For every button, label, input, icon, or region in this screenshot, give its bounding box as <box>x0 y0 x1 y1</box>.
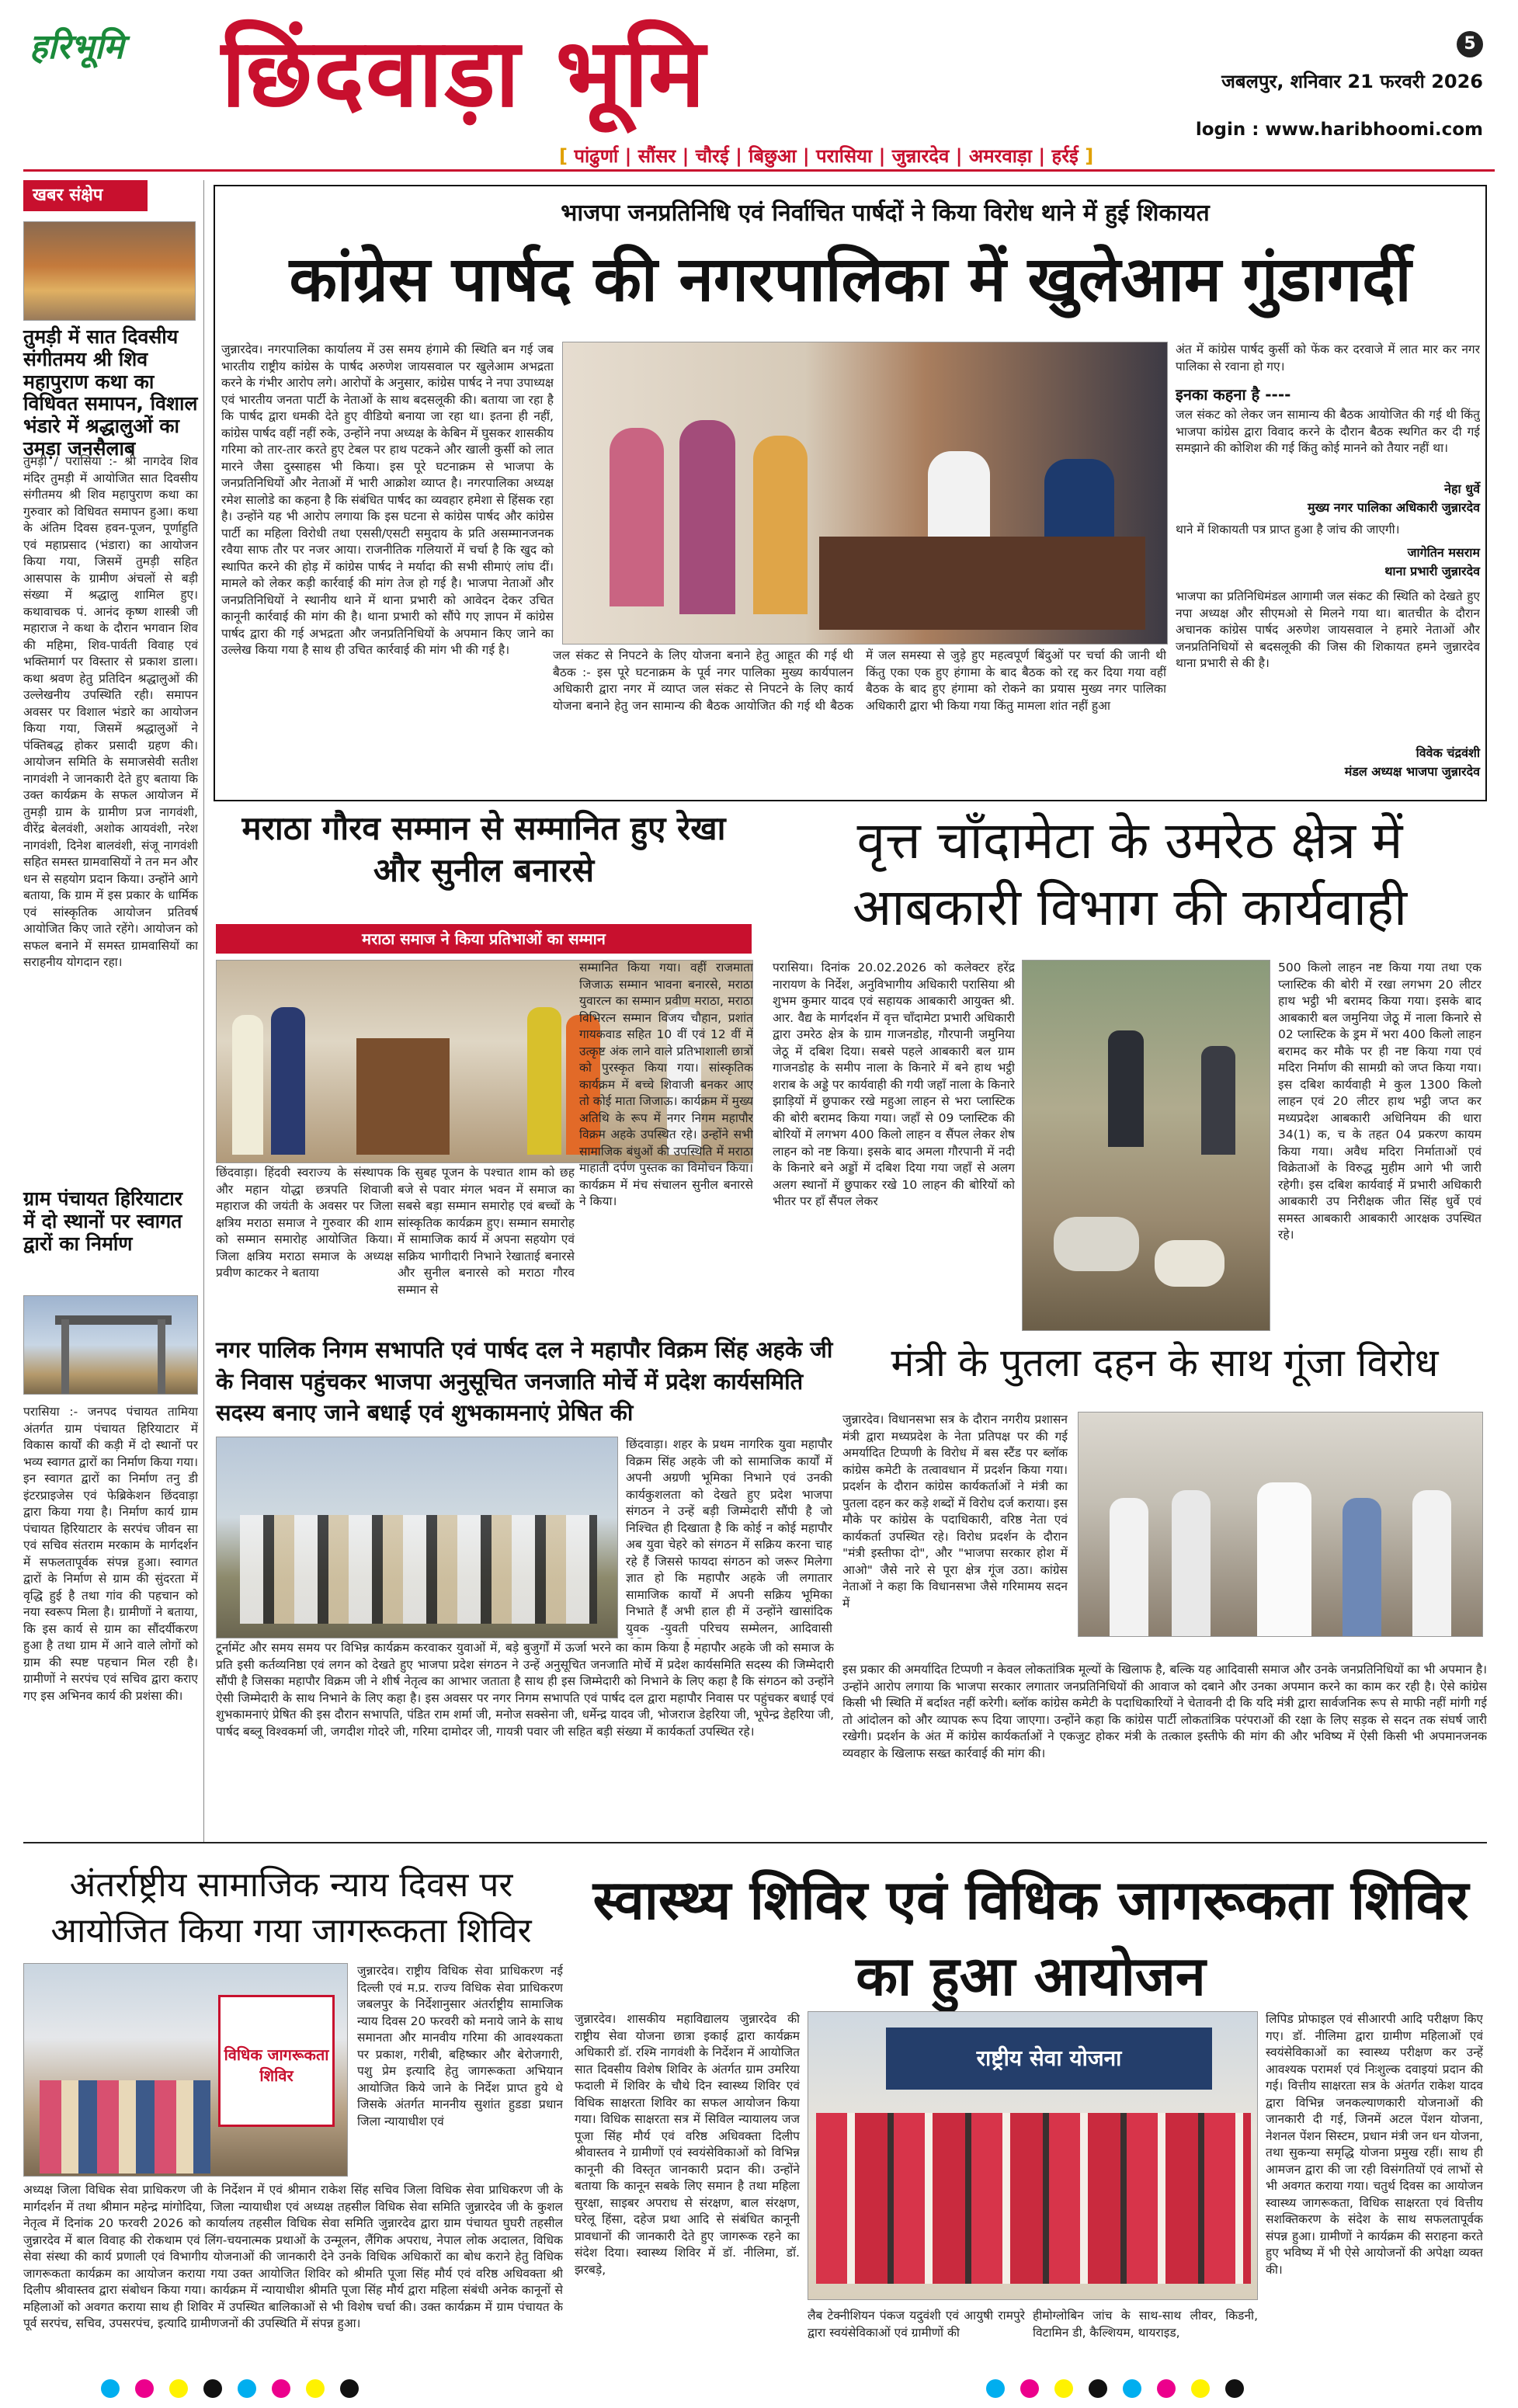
mayor-body-wide: टूर्नामेंट और समय समय पर विभिन्न कार्यक्रम करवाकर युवाओं में, बड़े बुजुर्गों में ऊर्जा भरने का काम किया है महापौर अहके जी को समाज के प्रति इसी कर्तव्यनिष्ठा एवं लगन को देखते हुए भाजपा प्रदेश संगठन ने उन्हें अनुसूचित जनजाति मोर्चे में प्रदेश कार्यसमिति सदस्य की जिम्मेदारी सौंपी है जिसका महापौर विक्रम जी ने शीर्ष नेतृत्व का आभार जताता है साथ ही इस जिम्मेदारी को निभाने के लिए कहा है कि संगठन को उन्होंने ऐसी जिम्मेदारी के साथ निभाने के लिए कहा है। इस अवसर पर नगर निगम सभापति एवं पार्षद दल द्वारा महापौर निवास पर पहुंचकर बधाई एवं शुभकामनाएं प्रेषित की इस दौरान सभापति, पंडित राम शर्मा जी, मनोज सक्सेना जी, धर्मेन्द्र यादव जी, भोजराज डेहरिया जी, भूपेन्द्र डेहरिया जी, पार्षद बब्लू विश्वकर्मा जी, जगदीश गोदरे जी, गरिमा दामोदर जी, गायत्री पवार जी सहित बड़ी संख्या में कार्यकर्ता उपस्थित रहे। <box>216 1641 834 1739</box>
lead-kicker: भाजपा जनप्रतिनिधि एवं निर्वाचित पार्षदों ने किया विरोध थाने में हुई शिकायत <box>561 200 1210 227</box>
town-strip: [ पांढुर्णा | सौंसर | चौरई | बिछुआ | परासिया | जुन्नारदेव | अमरवाड़ा | हर्रई ] <box>559 145 1094 167</box>
mayor-body-right: छिंदवाड़ा। शहर के प्रथम नागरिक युवा महापौर विक्रम सिंह अहके जी को सामाजिक कार्यों में अपनी अग्रणी भूमिका निभाने एवं उनकी कार्यकुशलता को देखते हुए प्रदेश भाजपा संगठन ने उन्हें बड़ी जिम्मेदारी सौंपी है जो निश्चित ही दिखाता है कि कोई न कोई महापौर अब युवा चेहरे को संगठन में सक्रिय करना चाह रहे हैं जिससे फायदा संगठन को जरूर मिलेगा ज्ञात हो कि महापौर अहके जी लगातार सामाजिक कार्यों में अपनी सक्रिय भूमिका निभाते हैं अभी हाल ही में उन्होंने खासांदिक युवक -युवती परिचय सम्मेलन, आदिवासी <box>626 1437 832 1635</box>
town-1[interactable]: पांढुर्णा <box>574 145 619 167</box>
effigy-headline: मंत्री के पुतला दहन के साथ गूंजा विरोध <box>891 1340 1439 1385</box>
signature-3-role: मंडल अध्यक्ष भाजपा जुन्नारदेव <box>1344 764 1480 779</box>
sidebar-story-1-body: तुमड़ी / परासिया :- श्री नागदेव शिव मंदिर तुमड़ी में आयोजित सात दिवसीय संगीतमय श्री शिव महापुराण कथा का गुरुवार को विधिवत समापन हुआ। कथा के अंतिम दिवस हवन-पूजन, पूर्णाहुति एवं महाप्रसाद (भंडारा) का आयोजन किया गया, जिसमें तुमड़ी सहित आसपास के ग्रामीण अंचलों से बड़ी संख्या में श्रद्धालु शामिल हुए। कथावाचक पं. आनंद कृष्ण शास्त्री जी महाराज ने कथा के दौरान भगवान शिव की महिमा, शिव-पार्वती विवाह एवं भक्तिमार्ग पर विस्तार से प्रकाश डाला। कथा श्रवण हेतु प्रतिदिन श्रद्धालुओं की उल्लेखनीय उपस्थिति रही। समापन अवसर पर विशाल भंडारे का आयोजन किया गया, जिसमें श्रद्धालुओं ने पंक्तिबद्ध होकर प्रसादी ग्रहण की। आयोजन समिति के समाजसेवी सतीश नागवंशी ने जानकारी देते हुए बताया कि उक्त कार्यक्रम के सफल आयोजन में तुमड़ी ग्राम के ग्रामीण प्रज नागवंशी, वीरेंद्र बेलवंशी, अशोक आयवंशी, नरेश नागवंशी, दिनेश बालवंशी, संजू नागवंशी सहित समस्त ग्रामवासियों ने तन मन और धन से सहयोग प्रदान किया। उन्होंने आगे बताया, कि ग्राम में इस प्रकार के धार्मिक एवं सांस्कृतिक आयोजन प्रतिवर्ष आयोजित किए जाते रहेंगे। आयोजन को सफल बनाने में समस्त ग्रामवासियों का सराहनीय योगदान रहा। <box>23 454 198 969</box>
town-4[interactable]: बिछुआ <box>749 145 797 167</box>
dateline: जबलपुर, शनिवार 21 फरवरी 2026 <box>1221 71 1483 92</box>
town-3[interactable]: चौरई <box>695 145 729 167</box>
excise-headline: वृत्त चाँदामेटा के उमरेठ क्षेत्र में आबकारी विभाग की कार्यवाही <box>852 811 1408 937</box>
justice-headline: अंतर्राष्ट्रीय सामाजिक न्याय दिवस पर आयोजित किया गया जागरूकता शिविर <box>50 1865 532 1951</box>
lead-column-2: जल संकट से निपटने के लिए योजना बनाने हेतु आहूत की गई थी बैठक :- इस पूरे घटनाक्रम के पूर्व नगर पालिका मुख्य कार्यपालन अधिकारी द्वारा नगर में व्याप्त जल संकट से निपटने के लिए कार्य योजना बनाने हेतु जन सामान्य की बैठक आयोजित की गई थी बैठक में जल समस्या से जुड़े हुए महत्वपूर्ण बिंदुओं पर चर्चा की जानी थी किंतु एका एक हुए हंगामा के बाद बैठक को रद्द कर दिया गया वहीं बैठक के बाद हुए हंगामा को रोकने का प्रयास मुख्य नगर पालिका अधिकारी द्वारा भी किया गया किंतु मामला शांत नहीं हुआ <box>553 648 1166 713</box>
maratha-banner: मराठा समाज ने किया प्रतिभाओं का सम्मान <box>216 924 752 954</box>
health-banner: राष्ट्रीय सेवा योजना <box>886 2028 1212 2090</box>
health-headline: स्वास्थ्य शिविर एवं विधिक जागरूकता शिविर का हुआ आयोजन <box>592 1868 1469 2008</box>
lead-column-3-d: भाजपा का प्रतिनिधिमंडल आगामी जल संकट की स्थिति को देखते हुए नपा अध्यक्ष और सीएमओ से मिलने गया था। बातचीत के दौरान अचानक कांग्रेस पार्षद अरुणेश जायसवाल ने हमारे नेताओं और जनप्रतिनिधियों से बदसलूकी की जिस की शिकायत हमने जुन्नारदेव थाना प्रभारी से की है। <box>1176 589 1480 670</box>
town-6[interactable]: जुन्नारदेव <box>891 145 950 167</box>
justice-body-wide: अध्यक्ष जिला विधिक सेवा प्राधिकरण जी के निर्देशन में एवं श्रीमान राकेश सिंह सचिव जिला विधिक सेवा प्राधिकरण जी के मार्गदर्शन में तथा श्रीमान महेन्द्र मांगोदिया, जिला न्यायाधीश एवं अध्यक्ष तहसील विधिक सेवा समिति जुन्नारदेव जी के कुशल नेतृत्व में दिनांक 20 फरवरी 2026 को कार्यालय तहसील विधिक सेवा समिति जुन्नारदेव द्वारा ग्राम पंचायत घुघरी तहसील जुन्नारदेव में बाल विवाह की रोकथाम एवं लिंग-चयनात्मक प्रथाओं के उन्मूलन, लैंगिक अपराध, नेपाल लोक अदालत, विधिक सेवा संस्था की कार्य प्रणाली एवं विभागीय योजनाओं की जानकारी देने उनके विधिक अधिकारों का बोध कराने हेतु विधिक जागरूकता कार्यक्रम का आयोजन कराया गया उक्त आयोजित शिविर को श्रीमति पूजा सिंह मौर्य एवं वरिष्ठ अधिवक्ता श्री दिलीप श्रीवास्तव द्वारा संबोधन किया गया। कार्यक्रम में न्यायाधीश श्रीमति पूजा सिंह मौर्य द्वारा महिला संबंधी अनेक कानूनों से महिलाओं को अवगत कराया साथ ही शिविर में उपस्थित बालिकाओं से भी विशेष चर्चा की। उक्त कार्यक्रम में ग्राम पंचायत के पूर्व सरपंच, सचिव, उपसरपंच, इत्यादि ग्रामीणजनों की उपस्थिति में संपन्न हुआ। <box>23 2183 563 2330</box>
town-8[interactable]: हर्रई <box>1051 145 1079 167</box>
justice-body-right: जुन्नारदेव। राष्ट्रीय विधिक सेवा प्राधिकरण नई दिल्ली एवं म.प्र. राज्य विधिक सेवा प्राधिकरण जबलपुर के निर्देशानुसार अंतर्राष्ट्रीय सामाजिक न्याय दिवस 20 फरवरी को मनाये जाने के साथ समानता और मानवीय गरिमा की आवश्यकता पर प्रकाश, गरीबी, बहिष्कार और बेरोजगारी, पशु प्रेम इत्यादि हेतु जागरूकता अभियान आयोजित किये जाने के निर्देश प्राप्त हुये थे जिसके अंतर्गत माननीय सुशांत हुडडा प्रधान जिला न्यायाधीश एवं <box>357 1964 563 2128</box>
excise-col-1: परासिया। दिनांक 20.02.2026 को कलेक्टर हरेंद्र नारायण के निर्देश, अनुविभागीय अधिकारी परासिया श्री शुभम कुमार यादव एवं सहायक आबकारी आयुक्त श्री. आर. वैद्य के मार्गदर्शन में वृत्त चाँदामेटा प्रभारी अधिकारी द्वारा उमरेठ क्षेत्र के ग्राम गाजनडोह, गौरपानी जमुनिया जेठू में दबिश दिया। सबसे पहले आबकारी बल ग्राम गाजनडोह के समीप नाला के किनारे में बने हाथ भट्ठी शराब के अड्डे पर कार्यवाही की गयी जहाँ नाला के किनारे झाड़ियों में छुपाकर रखे महुआ लाहन से भरा प्लास्टिक की बोरी बरामद किया गया। जहाँ से 09 प्लास्टिक की बोरियों में लगभग 400 किलो लाहन व सैंपल लेकर शेष लाहन को नष्ट किया। इसके बाद अमला गौरपानी में नदी के किनारे बने अड्डों में दबिश दिया गया जहाँ से अलग अलग स्थानों में छुपाकर रखे 10 लाहन की बोरियों को भीतर पर हाँ सैंपल लेकर <box>773 961 1015 1208</box>
lead-quote-head: इनका कहना है ---- <box>1176 385 1291 404</box>
maratha-col-3: सम्मानित किया गया। वहीं राजमाता जिजाऊ सम्मान भावना बनारसे, मराठा युवारत्न का सम्मान प्रवीण मराठा, मराठा विभिरत्न सम्मान विजय चौहान, प्रशांत गायकवाड सहित 10 वीं एवं 12 वीं में उत्कृष्ट अंक लाने वाले प्रतिभाशाली छात्रों को पुरस्कृत किया गया। सांस्कृतिक कार्यक्रम में बच्चे शिवाजी बनकर आए तो कोई माता जिजाऊ। कार्यक्रम में मुख्य अतिथि के रूप में नगर निगम महापौर विक्रम अहके उपस्थित रहे। उन्होंने सभी सामाजिक बंधुओं की उपस्थिति में मराठा माहाती दर्पण पुस्तक का विमोचन किया। कार्यक्रम में मंच संचालन सुनील बनारसे ने किया। <box>579 961 753 1208</box>
effigy-photo <box>1078 1412 1483 1637</box>
register-marks-left <box>93 2379 366 2401</box>
health-photo <box>808 2011 1258 2300</box>
justice-banner: विधिक जागरूकता शिविर <box>218 1995 335 2127</box>
lead-frame-top <box>214 185 1487 186</box>
excise-photo <box>1022 960 1270 1331</box>
login-link[interactable]: login : www.haribhoomi.com <box>1195 120 1483 140</box>
page-title: छिंदवाड़ा भूमि <box>221 18 707 128</box>
town-5[interactable]: परासिया <box>816 145 873 167</box>
town-2[interactable]: सौंसर <box>637 145 676 167</box>
signature-2-name: जागेतिन मसराम <box>1407 545 1480 560</box>
effigy-body-wide: इस प्रकार की अमर्यादित टिप्पणी न केवल लोकतांत्रिक मूल्यों के खिलाफ है, बल्कि यह आदिवासी समाज और उनके जनप्रतिनिधियों का भी अपमान है। उन्होंने आरोप लगाया कि भाजपा सरकार लगातार जनप्रतिनिधियों की आवाज को दबाने और उनका अपमान करने का काम कर रही है। ऐसे कांग्रेस किसी भी स्थिति में बर्दाश्त नहीं करेगी। ब्लॉक कांग्रेस कमेटी के पदाधिकारियों ने चेतावनी दी कि यदि मंत्री द्वारा सार्वजनिक रूप से माफी नहीं मांगी गई तो आंदोलन को और व्यापक रूप दिया जाएगा। उन्होंने कहा कि कांग्रेस पार्टी लोकतांत्रिक परंपराओं की रक्षा के लिए सड़क से सदन तक संघर्ष जारी रखेगी। प्रदर्शन के अंत में कांग्रेस कार्यकर्ताओं ने एकजुट होकर मंत्री के तत्काल इस्तीफे की मांग की और भविष्य में ऐसी किसी भी अपमानजनक व्यवहार के खिलाफ सख्त कार्रवाई की मांग की। <box>842 1663 1487 1760</box>
lead-frame-bottom <box>214 800 1487 801</box>
sidebar-story-1-headline: तुमड़ी में सात दिवसीय संगीतमय श्री शिव महापुराण कथा का विधिवत समापन, विशाल भंडारे में श्रद्धालुओं का उमड़ा जनसैलाब <box>23 325 198 460</box>
mayor-photo <box>216 1437 618 1638</box>
sidebar-photo-2 <box>23 1295 198 1395</box>
page-number: 5 <box>1457 31 1483 57</box>
lead-column-3-b: जल संकट को लेकर जन सामान्य की बैठक आयोजित की गई थी किंतु भाजपा कांग्रेस द्वारा विवाद करने के दौरान बैठक स्थगित कर दी गई समझाने की कोशिश की गई किंतु कोई मानने को तैयार नहीं था। <box>1176 408 1480 455</box>
sidebar-story-2-headline: ग्राम पंचायत हिरियाटार में दो स्थानों पर स्वागत द्वारों का निर्माण <box>23 1187 182 1255</box>
justice-photo <box>23 1963 348 2177</box>
excise-col-2: 500 किलो लाहन नष्ट किया गया तथा एक प्लास्टिक की बोरी में रखा लगभग 20 लीटर हाथ भट्ठी भी बरामद किया गया। इसके बाद आबकारी बल जमुनिया जेठू में नाला किनारे से 02 प्लास्टिक के ड्रम में भरा 400 किलो लाहन बरामद कर मौके पर ही नष्ट किया गया एवं मदिरा निर्माण की सामग्री को जप्त किया गया। इस दबिश कार्यवाही मे कुल 1300 किलो लाहन एवं 20 लीटर हाथ भट्ठी जप्त कर मध्यप्रदेश आबकारी अधिनियम की धारा 34(1) क, च के तहत 04 प्रकरण कायम किया गया। अवैध मदिरा निर्माताओं एवं विक्रेताओं के विरुद्ध मुहीम आगे भी जारी रहेगी। इस दबिश कार्यवाई में प्रभारी अधिकारी आबकारी उप निरीक्षक जीत सिंह धुर्वे एवं समस्त आबकारी आबकारी आरक्षक उपस्थित रहे। <box>1278 961 1482 1242</box>
health-caption-1: लैब टेक्नीशियन पंकज यदुवंशी एवं आयुषी रामपुरे द्वारा स्वयंसेविकाओं एवं ग्रामीणों की <box>808 2309 1025 2340</box>
effigy-body-right: जुन्नारदेव। विधानसभा सत्र के दौरान नगरीय प्रशासन मंत्री द्वारा मध्यप्रदेश के नेता प्रतिपक्ष पर की गई अमर्यादित टिप्पणी के विरोध में बस स्टैंड पर ब्लॉक कांग्रेस कमेटी के तत्वावधान में प्रदर्शन किया गया। प्रदर्शन के दौरान कांग्रेस कार्यकर्ताओं ने मंत्री का पुतला दहन कर कड़े शब्दों में विरोध दर्ज कराया। इस मौके पर कांग्रेस के पदाधिकारी, वरिष्ठ नेता एवं कार्यकर्ता उपस्थित रहे। विरोध प्रदर्शन के दौरान "मंत्री इस्तीफा दो", और "भाजपा सरकार होश में आओ" जैसे नारे से पूरा क्षेत्र गूंज उठा। कांग्रेस नेताओं ने कहा कि विधानसभा जैसे गरिमामय सदन में <box>842 1412 1068 1611</box>
lead-photo <box>562 342 1168 645</box>
town-7[interactable]: अमरवाड़ा <box>968 145 1032 167</box>
masthead-rule <box>23 169 1495 172</box>
lead-frame-right <box>1485 185 1487 801</box>
signature-1-role: मुख्य नगर पालिका अधिकारी जुन्नारदेव <box>1308 500 1480 515</box>
signature-2-role: थाना प्रभारी जुन्नारदेव <box>1384 564 1480 579</box>
sidebar-label: खबर संक्षेप <box>23 180 148 211</box>
lead-headline: कांग्रेस पार्षद की नगरपालिका में खुलेआम गुंडागर्दी <box>289 243 1412 315</box>
sidebar-photo-1 <box>23 221 196 321</box>
maratha-col-1: छिंदवाड़ा। हिंदवी स्वराज्य के संस्थापक और महान योद्धा छत्रपति शिवाजी महाराज की जयंती के अवसर पर जिला क्षत्रिय मराठा समाज ने गुरुवार की शाम को सम्मान समारोह आयोजित किया। जिला क्षत्रिय मराठा समाज के अध्यक्ष प्रवीण काटकर ने बताया <box>216 1166 393 1280</box>
lead-column-3-a: अंत में कांग्रेस पार्षद कुर्सी को फेंक कर दरवाजे में लात मार कर नगर पालिका से रवाना हो गए। <box>1176 342 1480 374</box>
health-caption-2: हीमोग्लोबिन जांच के साथ-साथ लीवर, किडनी, विटामिन डी, कैल्शियम, थायराइड, <box>1033 2309 1258 2340</box>
signature-1-name: नेहा धुर्वे <box>1444 481 1480 496</box>
sidebar-divider <box>203 180 204 1842</box>
lead-column-3-c: थाने में शिकायती पत्र प्राप्त हुआ है जांच की जाएगी। <box>1176 523 1400 537</box>
section-divider <box>23 1842 1487 1843</box>
lead-frame-left <box>214 185 215 801</box>
mayor-headline: नगर पालिक निगम सभापति एवं पार्षद दल ने महापौर विक्रम सिंह अहके जी के निवास पहुंचकर भाजपा अनुसूचित जनजाति मोर्चे में प्रदेश कार्यसमिति सदस्य बनाए जाने बधाई एवं शुभकामनाएं प्रेषित की <box>216 1336 833 1426</box>
maratha-col-2: कि सुबह पूजन के पश्चात शाम को छह बजे से पवार मंगल भवन में समाज का सबसे बड़ा सम्मान समारोह एवं बच्चों के सांस्कृतिक कार्यक्रम हुए। सम्मान समारोह में सामाजिक कार्य में अपना सहयोग एवं सक्रिय भागीदारी निभाने रेखाताई बनारसे और सुनील बनारसे को मराठा गौरव सम्मान से <box>398 1166 575 1297</box>
health-col-2: लिपिड प्रोफाइल एवं सीआरपी आदि परीक्षण किए गए। डॉ. नीलिमा द्वारा ग्रामीण महिलाओं एवं स्वयंसेविकाओं का स्वास्थ्य परीक्षण कर उन्हें आवश्यक परामर्श एवं निःशुल्क दवाइयां प्रदान की गई। वित्तीय साक्षरता सत्र के अंतर्गत राकेश यादव द्वारा विभिन्न जनकल्याणकारी योजनाओं की जानकारी दी गई, जिनमें अटल पेंशन योजना, नेशनल पेंशन सिस्टम, प्रधान मंत्री जन धन योजना, तथा सुकन्या समृद्धि योजना प्रमुख रहीं। साथ ही आमजन द्वारा की जा रही विसंगतियों एवं लाभों से भी अवगत कराया गया। चतुर्थ दिवस का आयोजन स्वास्थ्य जागरूकता, विधिक साक्षरता एवं वित्तीय सशक्तिकरण के संदेश के साथ सफलतापूर्वक संपन्न हुआ। ग्रामीणों ने कार्यक्रम की सराहना करते हुए भविष्य में भी ऐसे आयोजनों की अपेक्षा व्यक्त की। <box>1266 2012 1483 2277</box>
signature-3-name: विवेक चंद्रवंशी <box>1416 745 1480 760</box>
maratha-headline: मराठा गौरव सम्मान से सम्मानित हुए रेखा और सुनील बनारसे <box>241 809 726 889</box>
brand-logo: हरिभूमि <box>30 27 124 67</box>
lead-column-1: जुन्नारदेव। नगरपालिका कार्यालय में उस समय हंगामे की स्थिति बन गई जब भारतीय राष्ट्रीय कांग्रेस के पार्षद अरुणेश जायसवाल पर खुलेआम अभद्रता करने के गंभीर आरोप लगे। आरोपों के अनुसार, कांग्रेस पार्षद ने नपा उपाध्यक्ष एवं भारतीय जनता पार्टी के नेताओं के साथ बदसलूकी की। बताया जा रहा है कि पार्षद द्वारा धमकी देते हुए वीडियो बनाया जा रहा था। इतना ही नहीं, कांग्रेस पार्षद वहीं नहीं रुके, उन्होंने नपा अध्यक्ष के केबिन में घुसकर शासकीय गरिमा को तार-तार करते हुए टेबल पर हाथ पटकने और खाली कुर्सी को लात मारने जैसा दुस्साहस भी किया। इस पूरे घटनाक्रम से भाजपा के जनप्रतिनिधियों और नेताओं में भारी आक्रोश व्याप्त है। नगरपालिका अध्यक्ष रमेश सालोडे का कहना है कि संबंधित पार्षद का व्यवहार हमेशा से हिंसक रहा है। उन्होंने यह भी आरोप लगाया कि इस घटना से कांग्रेस पार्षद और कांग्रेस पार्टी का महिला विरोधी तथा एससी/एसटी समुदाय के प्रति असम्मानजनक रवैया साफ तौर पर नजर आया। राजनीतिक गलियारों में चर्चा है कि खुद को स्थापित करने की होड़ में कांग्रेस पार्षद ने मर्यादा की सभी सीमाएं लांघ दीं। मामले को लेकर कड़ी कार्रवाई की मांग तेज हो गई है। भाजपा नेताओं और जनप्रतिनिधियों ने स्थानीय थाने में थाना प्रभारी को आवेदन देकर उचित कानूनी कार्रवाई की मांग की है। थाना प्रभारी को सौंपे गए ज्ञापन में कांग्रेस पार्षद द्वारा की गई अभद्रता और जनप्रतिनिधियों के अपमान किए जाने का उल्लेख किया गया है साथ ही उचित कार्रवाई की मांग भी की गई है। <box>221 342 554 657</box>
register-marks-right <box>978 2379 1252 2401</box>
sidebar-story-2-body: परासिया :- जनपद पंचायत तामिया अंतर्गत ग्राम पंचायत हिरियाटार में विकास कार्यों की कड़ी में दो स्थानों पर भव्य स्वागत द्वारों का निर्माण किया गया। इन स्वागत द्वारों का निर्माण तनु डी इंटरप्राइजेस एवं फेब्रिकेशन छिंदवाड़ा द्वारा किया गया है। निर्माण कार्य ग्राम पंचायत हिरियाटार के सरपंच जीवन सा एवं सचिव संतराम मरकाम के मार्गदर्शन में सफलतापूर्वक संपन्न हुआ। स्वागत द्वारों के निर्माण से ग्राम की सुंदरता में वृद्धि हुई है तथा गांव की पहचान को नया स्वरूप मिला है। ग्रामीणों ने बताया, कि इस कार्य से ग्राम का सौंदर्यीकरण हुआ है तथा ग्राम में आने वाले लोगों को ग्राम की स्पष्ट पहचान मिल रही है। ग्रामीणों ने सरपंच एवं सचिव द्वारा कराए गए इस अभिनव कार्य की प्रशंसा की। <box>23 1405 198 1703</box>
health-col-1: जुन्नारदेव। शासकीय महाविद्यालय जुन्नारदेव की राष्ट्रीय सेवा योजना छात्रा इकाई द्वारा कार्यक्रम अधिकारी डॉ. रश्मि नागवंशी के निर्देशन में आयोजित सात दिवसीय विशेष शिविर के अंतर्गत ग्राम उमरिया फदाली में शिविर के चौथे दिन स्वास्थ्य शिविर एवं विधिक साक्षरता शिविर का सफल आयोजन किया गया। विधिक साक्षरता सत्र में सिविल न्यायालय जज पूजा सिंह मौर्य एवं वरिष्ठ अधिवक्ता दिलीप श्रीवास्तव ने ग्रामीणों एवं स्वयंसेविकाओं को विभिन्न कानूनी की विस्तृत जानकारी प्रदान की। उन्होंने बताया कि कानून सबके लिए समान है तथा महिला सुरक्षा, साइबर अपराध से संरक्षण, बाल संरक्षण, घरेलू हिंसा, दहेज प्रथा आदि से संबंधित कानूनी प्रावधानों की जानकारी देते हुए जागरूक रहने का संदेश दिया। स्वास्थ्य शिविर में डॉ. नीलिमा, डॉ. झरबड़े, <box>575 2012 800 2277</box>
